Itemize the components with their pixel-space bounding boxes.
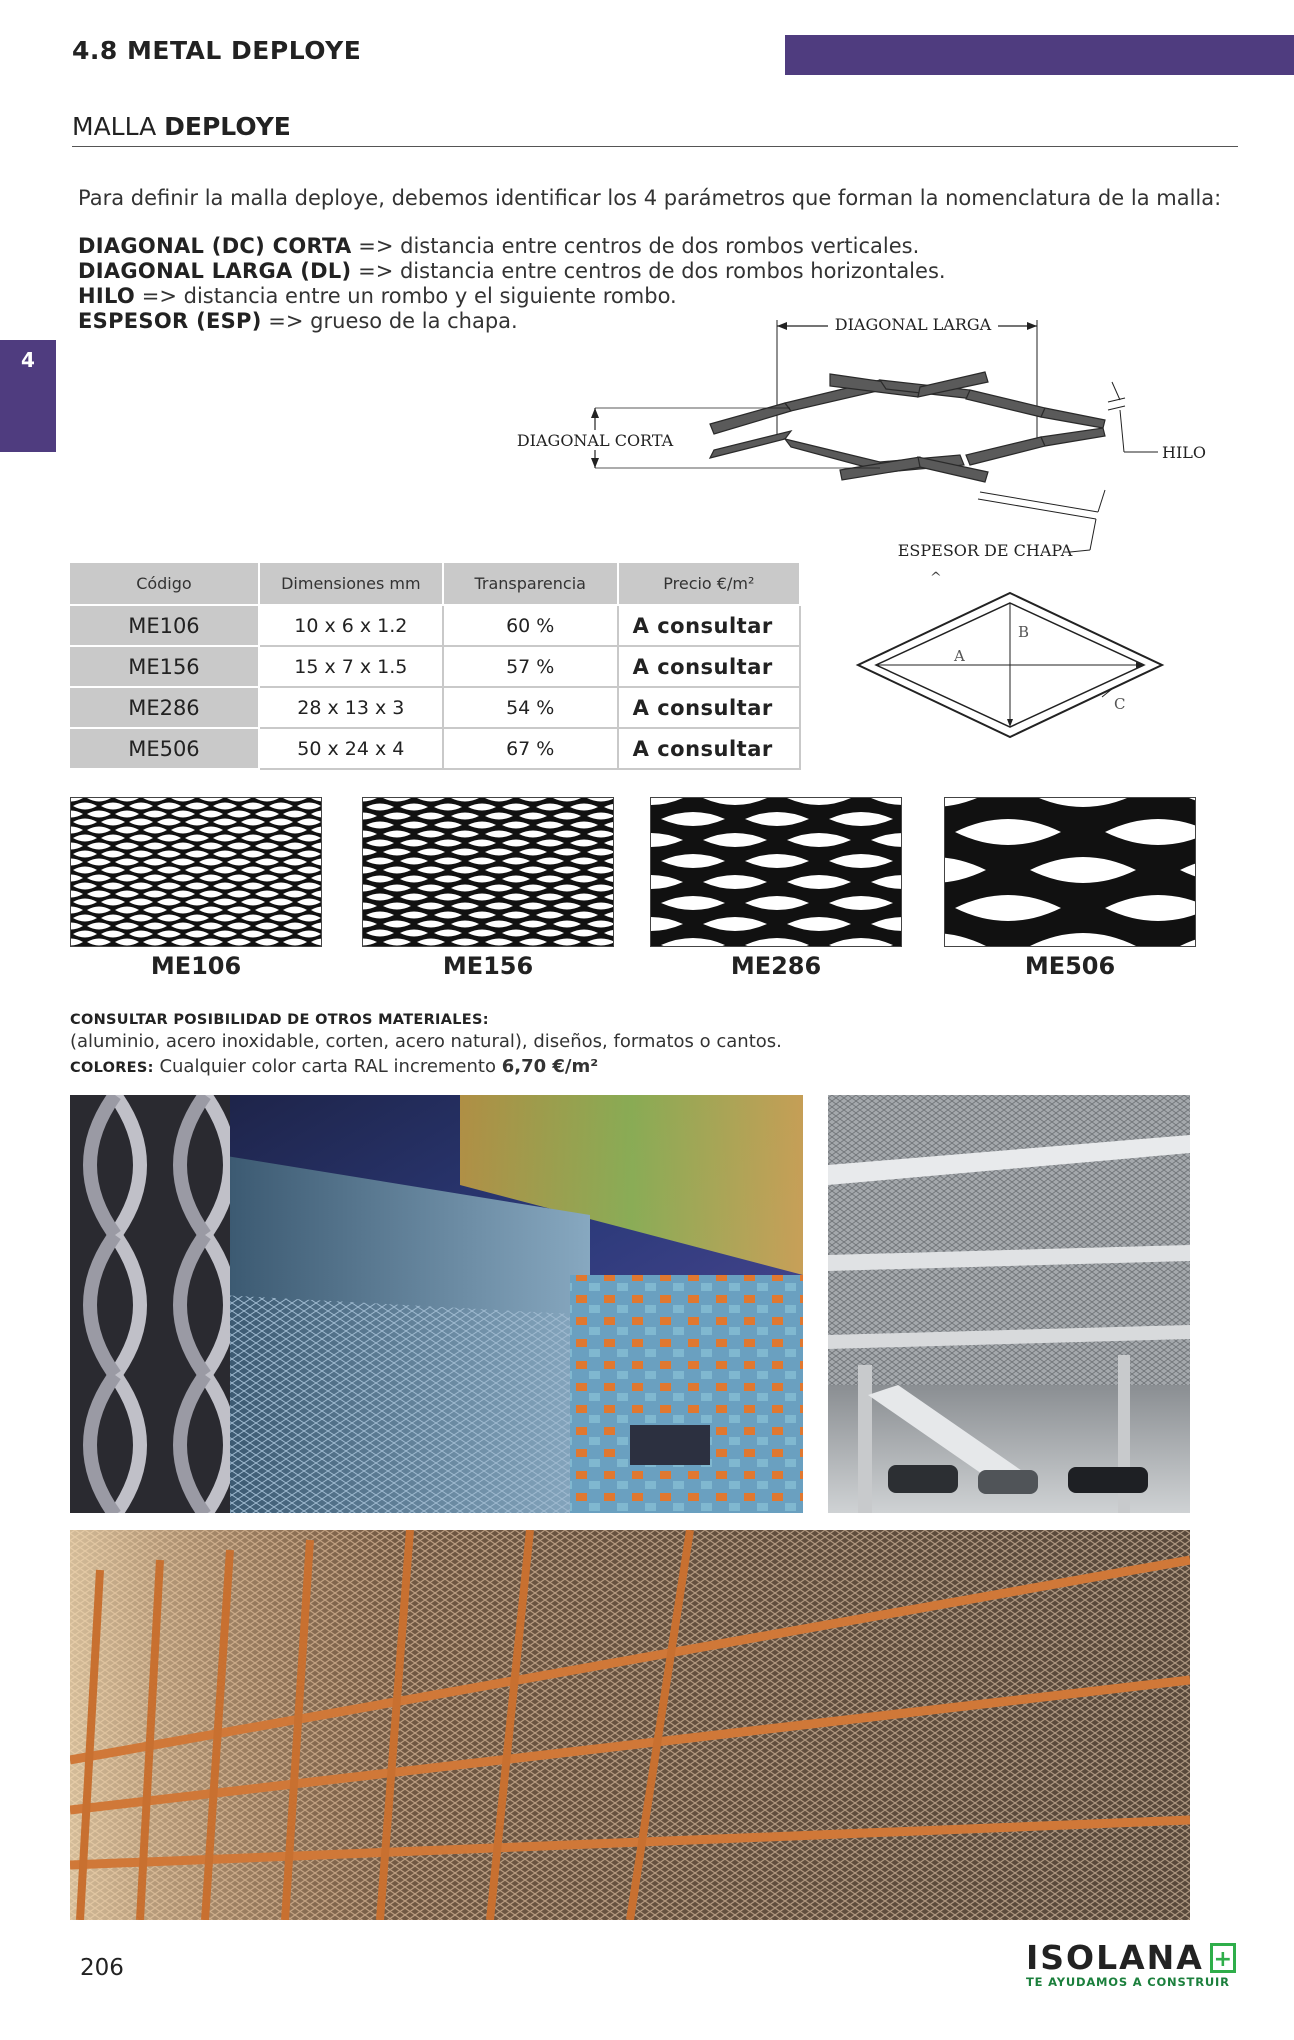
cell-price: A consultar (618, 687, 800, 728)
cell-dims: 28 x 13 x 3 (259, 687, 443, 728)
cell-transparency: 57 % (443, 646, 618, 687)
rhombus-label-c: C (1114, 695, 1126, 713)
brand-logo (1026, 1938, 1236, 1989)
subtitle-light: MALLA (72, 112, 165, 141)
cell-dims: 50 x 24 x 4 (259, 728, 443, 769)
page-subtitle (72, 112, 291, 141)
label-short-diagonal: DIAGONAL CORTA (516, 431, 674, 450)
ceiling-photo-icon (828, 1095, 1190, 1513)
copper-mesh-photo-icon (70, 1530, 1190, 1920)
col-dimensions: Dimensiones mm (259, 563, 443, 605)
plus-icon: + (1210, 1943, 1236, 1973)
photo-facade (70, 1095, 803, 1513)
mesh-diagram (500, 300, 1260, 580)
intro-text: Para definir la malla deploye, debemos identificar los 4 parámetros que forman la nomenclatura de la malla: (78, 186, 1222, 210)
page-number: 206 (80, 1955, 124, 1981)
label-thickness: ESPESOR DE CHAPA (897, 541, 1073, 560)
param-short-diagonal: DIAGONAL (DC) CORTA => distancia entre centros de dos rombos verticales. (78, 234, 920, 258)
svg-text:^: ^ (930, 570, 942, 580)
cell-price: A consultar (618, 728, 800, 769)
cell-code: ME506 (70, 728, 259, 769)
subtitle-bold: DEPLOYE (164, 112, 291, 141)
consult-materials: (aluminio, acero inoxidable, corten, acero natural), diseños, formatos o cantos. (70, 1031, 782, 1052)
param-thread: HILO => distancia entre un rombo y el siguiente rombo. (78, 284, 677, 308)
cell-price: A consultar (618, 646, 800, 687)
facade-photo-icon (70, 1095, 803, 1513)
mesh-xlarge-icon (945, 798, 1196, 947)
col-code: Código (70, 563, 259, 605)
sample-label: ME156 (442, 952, 534, 980)
table-row (70, 605, 800, 646)
sample-label: ME506 (1024, 952, 1116, 980)
cell-code: ME156 (70, 646, 259, 687)
brand-slogan: TE AYUDAMOS A CONSTRUIR (1026, 1975, 1230, 1989)
param-long-diagonal: DIAGONAL LARGA (DL) => distancia entre centros de dos rombos horizontales. (78, 259, 946, 283)
photo-copper-facade (70, 1530, 1190, 1920)
cell-transparency: 60 % (443, 605, 618, 646)
sample-me156 (362, 797, 614, 947)
header-accent-bar (785, 35, 1294, 75)
mesh-large-icon (651, 798, 902, 947)
table-row (70, 646, 800, 687)
sample-me506 (944, 797, 1196, 947)
cell-transparency: 54 % (443, 687, 618, 728)
sample-me106 (70, 797, 322, 947)
mesh-medium-icon (363, 798, 614, 947)
mesh-fine-icon (71, 798, 322, 947)
subtitle-divider (72, 146, 1238, 147)
label-long-diagonal: DIAGONAL LARGA (834, 315, 992, 334)
section-title: 4.8 METAL DEPLOYE (72, 36, 362, 65)
specs-table (70, 563, 801, 770)
photo-ceiling (828, 1095, 1190, 1513)
table-header-row (70, 563, 800, 605)
param-thickness: ESPESOR (ESP) => grueso de la chapa. (78, 309, 518, 333)
rhombus-label-a: A (954, 647, 965, 665)
chapter-tab[interactable]: 4 (0, 340, 56, 452)
cell-transparency: 67 % (443, 728, 618, 769)
sample-me286 (650, 797, 902, 947)
table-row (70, 728, 800, 769)
cell-code: ME106 (70, 605, 259, 646)
rhombus-label-b: B (1018, 623, 1030, 641)
table-row (70, 687, 800, 728)
cell-code: ME286 (70, 687, 259, 728)
consult-colors: COLORES: Cualquier color carta RAL incremento 6,70 €/m² (70, 1056, 599, 1077)
col-price: Precio €/m² (618, 563, 800, 605)
consult-heading: CONSULTAR POSIBILIDAD DE OTROS MATERIALES: (70, 1012, 489, 1028)
brand-name: ISOLANA (1026, 1938, 1204, 1977)
cell-dims: 10 x 6 x 1.2 (259, 605, 443, 646)
consult-block (70, 1010, 782, 1079)
col-transparency: Transparencia (443, 563, 618, 605)
sample-label: ME286 (730, 952, 822, 980)
cell-dims: 15 x 7 x 1.5 (259, 646, 443, 687)
rhombus-diagram (850, 585, 1170, 750)
sample-label: ME106 (150, 952, 242, 980)
label-thread: HILO (1162, 443, 1207, 462)
cell-price: A consultar (618, 605, 800, 646)
